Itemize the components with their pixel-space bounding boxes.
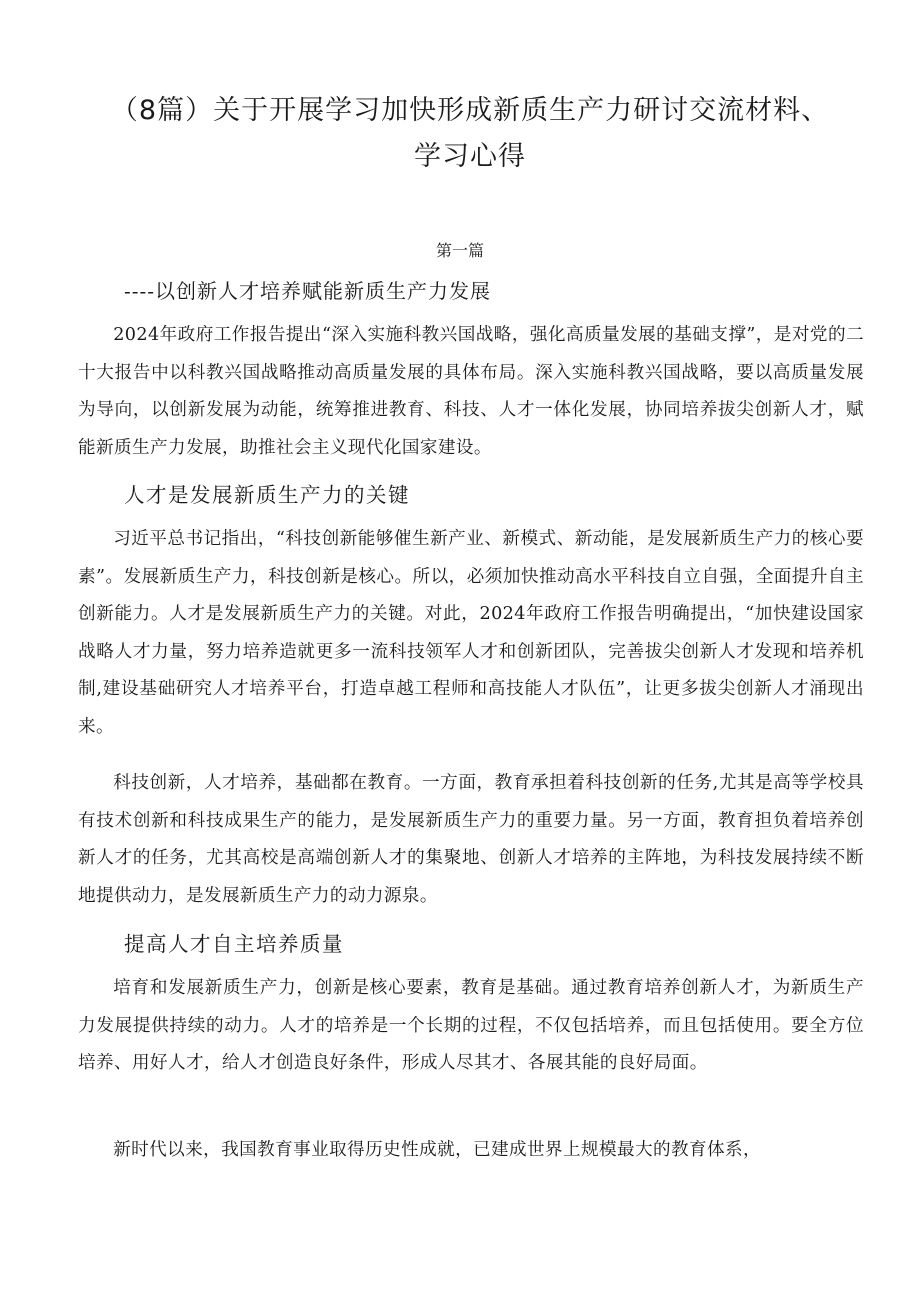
paragraph-2: 习近平总书记指出，“科技创新能够催生新产业、新模式、新动能，是发展新质生产力的核心要素”。发展新质生产力，科技创新是核心。所以，必须加快推动高水平科技自立自强，全面提升自主创新能力。人才是发展新质生产力的关键。对此，2024年政府工作报告明确提出，“加快建设国家战略人才力量，努力培养造就更多一流科技领军人才和创新团队，完善拔尖创新人才发现和培养机制,建设基础研究人才培养平台，打造卓越工程师和高技能人才队伍”，让更多拔尖创新人才涌现出来。 <box>78 529 864 737</box>
document-subtitle: ----以创新人才培养赋能新质生产力发展 <box>124 279 492 303</box>
heading-improve-quality: 提高人才自主培养质量 <box>124 932 344 956</box>
paragraph-1: 2024年政府工作报告提出“深入实施科教兴国战略，强化高质量发展的基础支撑”，是对党的二十大报告中以科教兴国战略推动高质量发展的具体布局。深入实施科教兴国战略，要以高质量发展为导向，以创新发展为动能，统筹推进教育、科技、人才一体化发展，协同培养拔尖创新人才，赋能新质生产力发展，助推社会主义现代化国家建设。 <box>78 325 864 458</box>
document-title: （8篇）关于开展学习加快形成新质生产力研讨交流材料、学习心得 <box>110 95 830 172</box>
section-label: 第一篇 <box>435 241 484 260</box>
paragraph-3: 科技创新，人才培养，基础都在教育。一方面，教育承担着科技创新的任务,尤其是高等学校具有技术创新和科技成果生产的能力，是发展新质生产力的重要力量。另一方面，教育担负着培养创新人才的任务，尤其高校是高端创新人才的集聚地、创新人才培养的主阵地，为科技发展持续不断地提供动力，是发展新质生产力的动力源泉。 <box>78 773 864 906</box>
paragraph-5: 新时代以来，我国教育事业取得历史性成就，已建成世界上规模最大的教育体系， <box>113 1140 761 1160</box>
heading-talent-key: 人才是发展新质生产力的关键 <box>124 483 410 507</box>
paragraph-4: 培育和发展新质生产力，创新是核心要素，教育是基础。通过教育培养创新人才，为新质生产力发展提供持续的动力。人才的培养是一个长期的过程，不仅包括培养，而且包括使用。要全方位培养、用好人才，给人才创造良好条件，形成人尽其才、各展其能的良好局面。 <box>78 978 864 1073</box>
